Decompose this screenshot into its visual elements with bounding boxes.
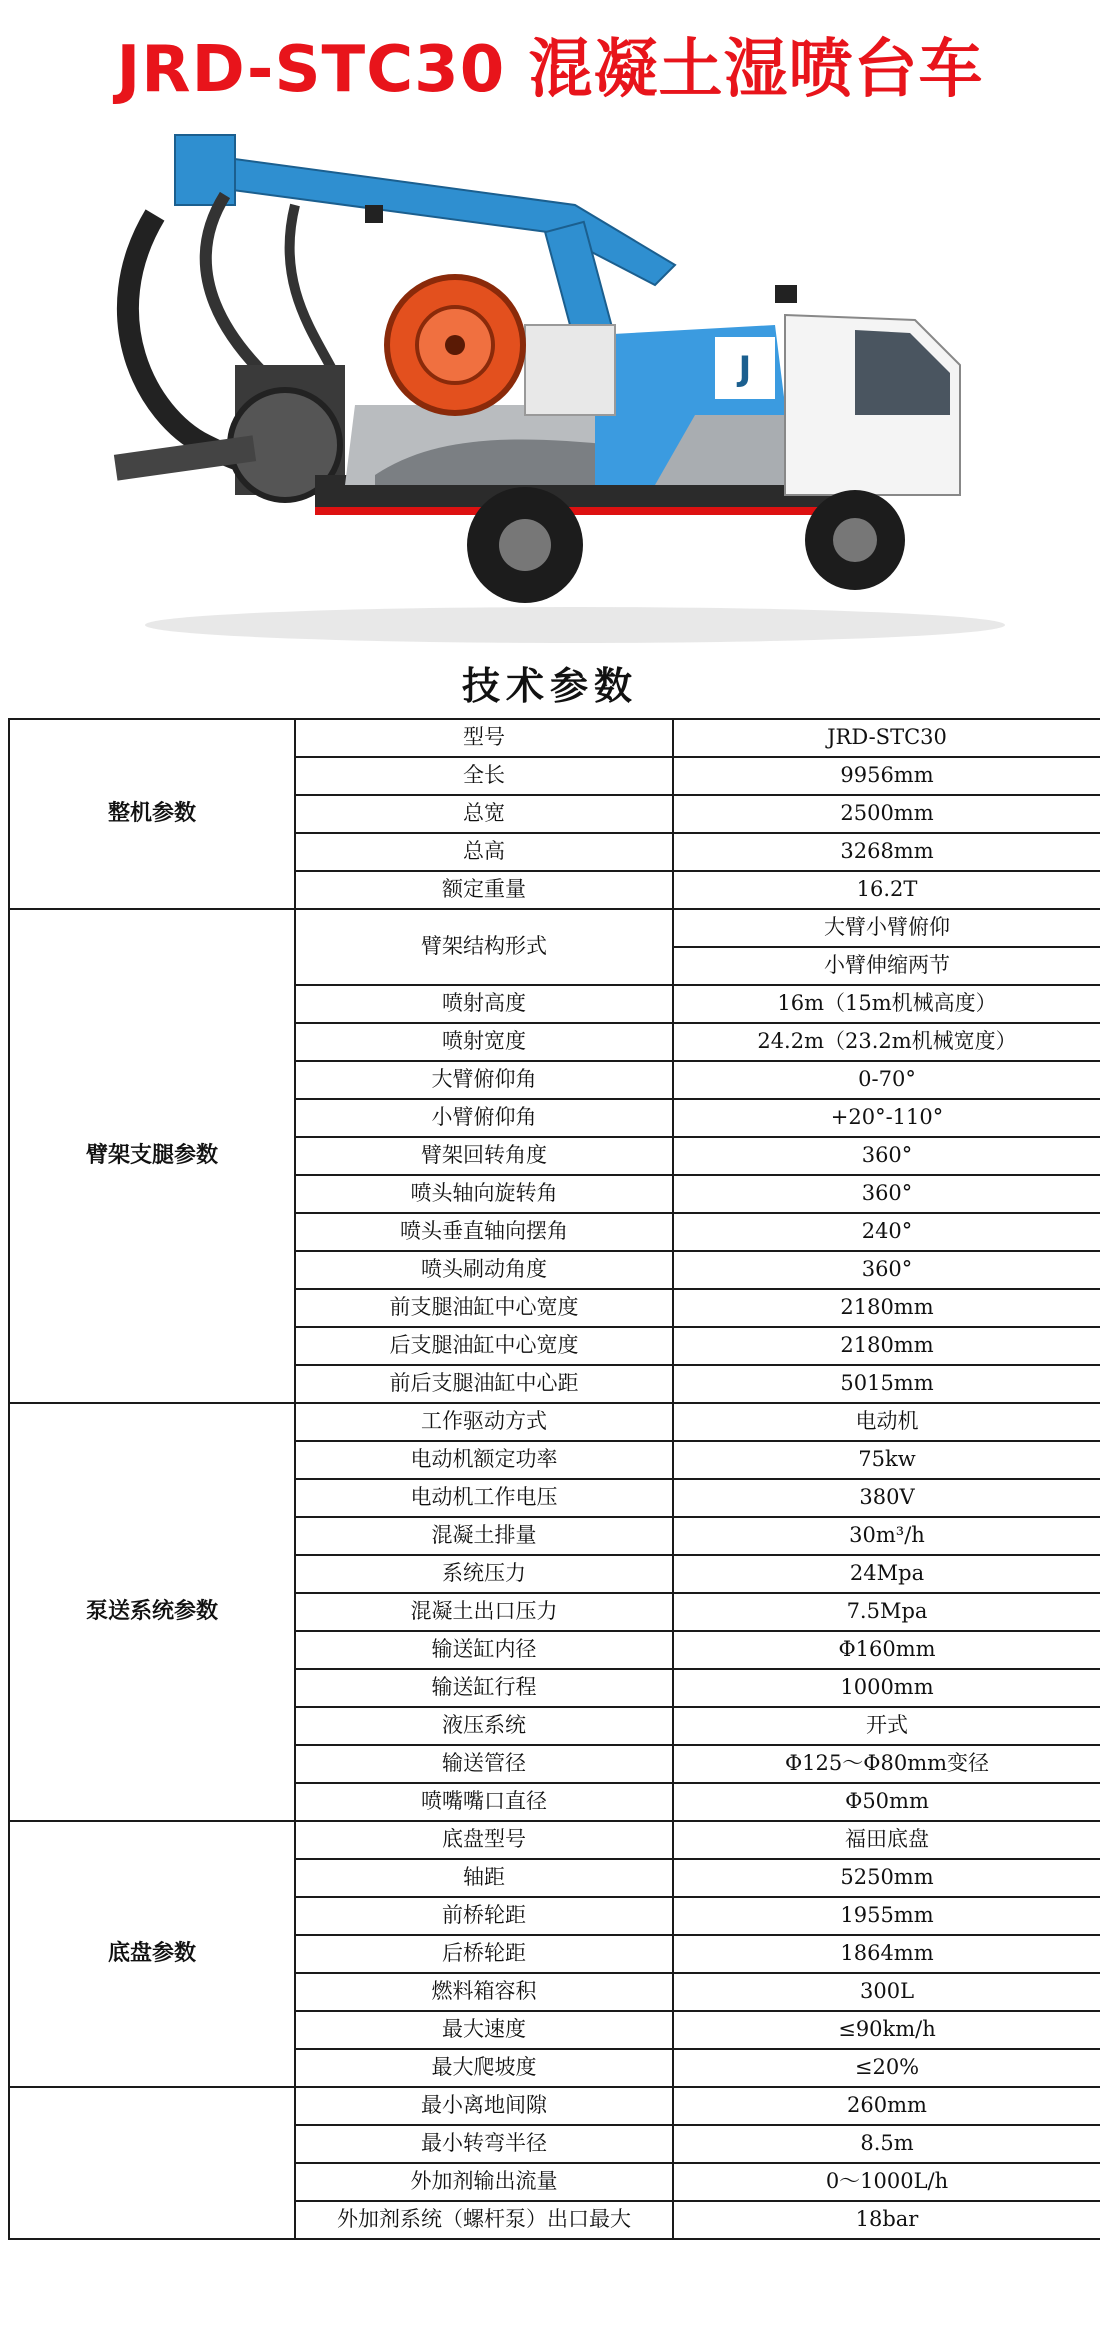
param-value-cell: +20°-110°	[673, 1099, 1100, 1137]
param-value-cell: 7.5Mpa	[673, 1593, 1100, 1631]
group-name-cell: 臂架支腿参数	[9, 909, 295, 1403]
group-name-cell: 泵送系统参数	[9, 1403, 295, 1821]
group-name-cell: 整机参数	[9, 719, 295, 909]
param-value-cell: 24Mpa	[673, 1555, 1100, 1593]
table-row	[9, 1403, 1100, 1441]
param-value-cell: 24.2m（23.2m机械宽度）	[673, 1023, 1100, 1061]
param-label-cell: 前支腿油缸中心宽度	[295, 1289, 673, 1327]
truck-photo	[55, 115, 1015, 655]
table-row	[9, 2087, 1100, 2125]
param-value-cell: 2500mm	[673, 795, 1100, 833]
param-label-cell: 液压系统	[295, 1707, 673, 1745]
param-value-cell: 1955mm	[673, 1897, 1100, 1935]
param-label-cell: 喷头刷动角度	[295, 1251, 673, 1289]
param-value-cell: 小臂伸缩两节	[673, 947, 1100, 985]
param-value-cell: 380V	[673, 1479, 1100, 1517]
param-label-cell: 小臂俯仰角	[295, 1099, 673, 1137]
param-value-cell: 2180mm	[673, 1289, 1100, 1327]
param-label-cell: 输送管径	[295, 1745, 673, 1783]
param-value-cell: 0～1000L/h	[673, 2163, 1100, 2201]
param-label-cell: 外加剂输出流量	[295, 2163, 673, 2201]
param-label-cell: 前桥轮距	[295, 1897, 673, 1935]
table-row	[9, 909, 1100, 947]
param-label-cell: 轴距	[295, 1859, 673, 1897]
param-value-cell: 电动机	[673, 1403, 1100, 1441]
param-label-cell: 混凝土排量	[295, 1517, 673, 1555]
param-value-cell: 3268mm	[673, 833, 1100, 871]
param-value-cell: 9956mm	[673, 757, 1100, 795]
param-label-cell: 额定重量	[295, 871, 673, 909]
param-label-cell: 电动机额定功率	[295, 1441, 673, 1479]
param-label-cell: 喷射高度	[295, 985, 673, 1023]
param-label-cell: 后桥轮距	[295, 1935, 673, 1973]
param-value-cell: 360°	[673, 1175, 1100, 1213]
param-value-cell: 0-70°	[673, 1061, 1100, 1099]
param-label-cell: 外加剂系统（螺杆泵）出口最大	[295, 2201, 673, 2239]
param-value-cell: ≤90km/h	[673, 2011, 1100, 2049]
param-label-cell: 电动机工作电压	[295, 1479, 673, 1517]
param-value-cell: 360°	[673, 1251, 1100, 1289]
param-value-cell: 16.2T	[673, 871, 1100, 909]
param-label-cell: 总高	[295, 833, 673, 871]
param-value-cell: 16m（15m机械高度）	[673, 985, 1100, 1023]
param-value-cell: 2180mm	[673, 1327, 1100, 1365]
param-value-cell: 1864mm	[673, 1935, 1100, 1973]
param-value-cell: 1000mm	[673, 1669, 1100, 1707]
param-value-cell: 360°	[673, 1137, 1100, 1175]
param-label-cell: 系统压力	[295, 1555, 673, 1593]
param-value-cell: 大臂小臂俯仰	[673, 909, 1100, 947]
param-value-cell: 300L	[673, 1973, 1100, 2011]
param-label-cell: 大臂俯仰角	[295, 1061, 673, 1099]
table-row	[9, 719, 1100, 757]
param-value-cell: Φ50mm	[673, 1783, 1100, 1821]
param-label-cell: 最大速度	[295, 2011, 673, 2049]
param-label-cell: 臂架结构形式	[295, 909, 673, 985]
param-label-cell: 喷嘴嘴口直径	[295, 1783, 673, 1821]
group-name-cell	[9, 2087, 295, 2239]
param-value-cell: 福田底盘	[673, 1821, 1100, 1859]
param-label-cell: 喷头垂直轴向摆角	[295, 1213, 673, 1251]
param-value-cell: ≤20%	[673, 2049, 1100, 2087]
param-label-cell: 喷头轴向旋转角	[295, 1175, 673, 1213]
param-label-cell: 工作驱动方式	[295, 1403, 673, 1441]
param-value-cell: JRD-STC30	[673, 719, 1100, 757]
group-name-cell: 底盘参数	[9, 1821, 295, 2087]
param-value-cell: 240°	[673, 1213, 1100, 1251]
param-label-cell: 喷射宽度	[295, 1023, 673, 1061]
spec-title: 技术参数	[461, 663, 638, 708]
param-label-cell: 总宽	[295, 795, 673, 833]
table-row	[9, 1821, 1100, 1859]
param-label-cell: 燃料箱容积	[295, 1973, 673, 2011]
param-label-cell: 前后支腿油缸中心距	[295, 1365, 673, 1403]
param-label-cell: 最小离地间隙	[295, 2087, 673, 2125]
param-label-cell: 最大爬坡度	[295, 2049, 673, 2087]
param-label-cell: 后支腿油缸中心宽度	[295, 1327, 673, 1365]
param-value-cell: Φ160mm	[673, 1631, 1100, 1669]
param-value-cell: Φ125～Φ80mm变径	[673, 1745, 1100, 1783]
param-value-cell: 75kw	[673, 1441, 1100, 1479]
param-label-cell: 输送缸行程	[295, 1669, 673, 1707]
svg-text:J: J	[738, 349, 752, 389]
param-value-cell: 开式	[673, 1707, 1100, 1745]
param-value-cell: 260mm	[673, 2087, 1100, 2125]
param-label-cell: 底盘型号	[295, 1821, 673, 1859]
page-title: JRD-STC30 混凝土湿喷台车	[116, 33, 984, 107]
param-label-cell: 全长	[295, 757, 673, 795]
param-value-cell: 30m³/h	[673, 1517, 1100, 1555]
param-label-cell: 混凝土出口压力	[295, 1593, 673, 1631]
param-label-cell: 型号	[295, 719, 673, 757]
param-label-cell: 最小转弯半径	[295, 2125, 673, 2163]
param-value-cell: 5250mm	[673, 1859, 1100, 1897]
param-value-cell: 18bar	[673, 2201, 1100, 2239]
param-value-cell: 8.5m	[673, 2125, 1100, 2163]
param-label-cell: 臂架回转角度	[295, 1137, 673, 1175]
param-value-cell: 5015mm	[673, 1365, 1100, 1403]
param-label-cell: 输送缸内径	[295, 1631, 673, 1669]
spec-table	[8, 718, 1100, 2240]
